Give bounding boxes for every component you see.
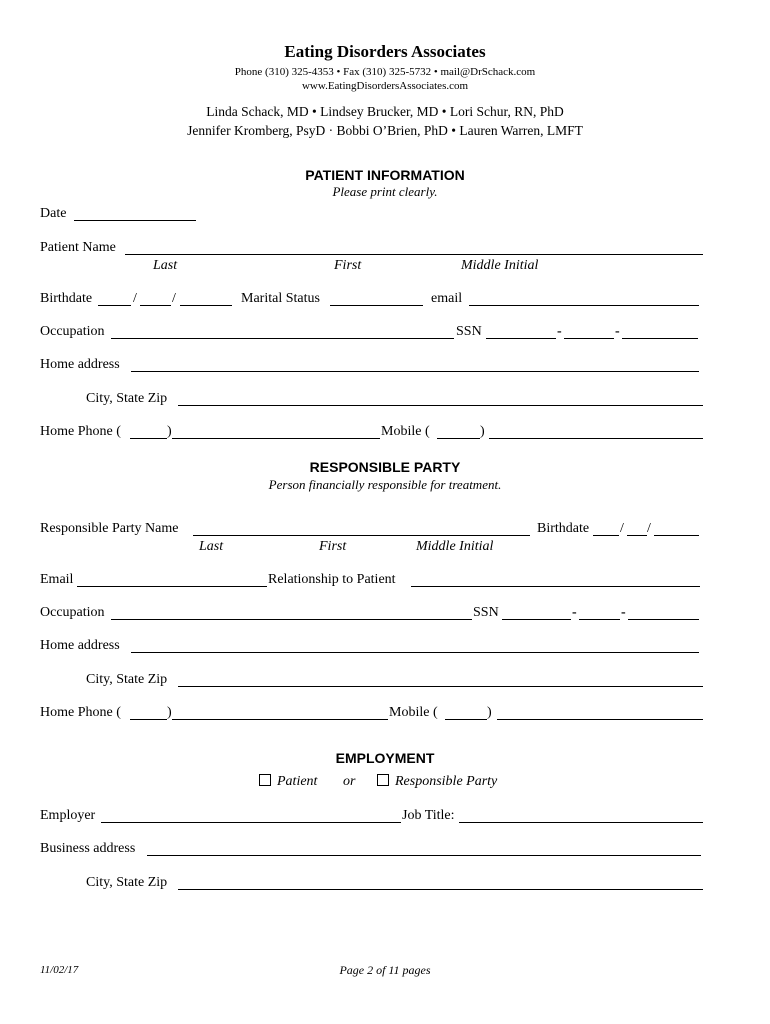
responsible-section-subheading: Person financially responsible for treatment. [268,477,502,492]
patient-birth-year-field[interactable] [180,305,232,306]
job-title-field[interactable] [459,822,703,823]
patient-section-heading: PATIENT INFORMATION [305,167,465,183]
responsible-home-phone-area-field[interactable] [130,719,167,720]
marital-status-label: Marital Status [241,291,320,306]
paren-close: ) [167,424,172,439]
patient-home-phone-field[interactable] [172,438,380,439]
ssn-dash: - [615,324,620,339]
staff-line-2: Jennifer Kromberg, PsyD · Bobbi O’Brien, PhD • Lauren Warren, LMFT [187,123,583,138]
responsible-home-phone-label: Home Phone ( [40,705,121,720]
patient-name-label: Patient Name [40,240,116,255]
checkbox-icon[interactable] [259,774,271,786]
responsible-birth-day-field[interactable] [627,535,647,536]
patient-home-address-field[interactable] [131,371,699,372]
patient-ssn-part1-field[interactable] [486,338,556,339]
job-title-label: Job Title: [402,808,455,823]
patient-email-label: email [431,291,463,306]
relationship-field[interactable] [411,586,700,587]
patient-mobile-area-field[interactable] [437,438,480,439]
patient-home-address-label: Home address [40,357,120,372]
responsible-occupation-field[interactable] [111,619,472,620]
responsible-birth-year-field[interactable] [654,535,699,536]
patient-last-caption: Last [153,258,178,273]
paren-close: ) [487,705,492,720]
date-label: Date [40,206,67,221]
responsible-mobile-field[interactable] [497,719,703,720]
responsible-home-address-field[interactable] [131,652,699,653]
responsible-last-caption: Last [199,539,224,554]
patient-ssn-part3-field[interactable] [622,338,698,339]
employer-field[interactable] [101,822,401,823]
responsible-occupation-label: Occupation [40,605,105,620]
option-responsible-party[interactable] [377,774,497,790]
footer-date: 11/02/17 [40,964,79,976]
responsible-email-field[interactable] [77,586,267,587]
responsible-section-heading: RESPONSIBLE PARTY [309,459,461,475]
patient-section-subheading: Please print clearly. [332,184,438,199]
patient-email-field[interactable] [469,305,699,306]
patient-ssn-part2-field[interactable] [564,338,614,339]
patient-name-field[interactable] [125,254,703,255]
patient-occupation-field[interactable] [111,338,454,339]
patient-occupation-label: Occupation [40,324,105,339]
responsible-name-field[interactable] [193,535,530,536]
responsible-home-address-label: Home address [40,638,120,653]
responsible-home-phone-field[interactable] [172,719,388,720]
marital-status-field[interactable] [330,305,423,306]
patient-city-state-zip-label: City, State Zip [86,391,168,406]
date-field[interactable] [74,220,196,221]
responsible-birthdate-label: Birthdate [537,521,590,536]
date-slash: / [172,291,176,306]
responsible-email-label: Email [40,572,74,587]
business-address-field[interactable] [147,855,701,856]
patient-home-phone-area-field[interactable] [130,438,167,439]
responsible-city-state-zip-label: City, State Zip [86,672,168,687]
date-slash: / [133,291,137,306]
patient-mobile-label: Mobile ( [381,424,430,439]
or-label: or [343,774,356,789]
date-slash: / [620,521,624,536]
patient-middle-initial-caption: Middle Initial [461,258,539,273]
responsible-name-label: Responsible Party Name [40,521,179,536]
page-number: Page 2 of 11 pages [339,963,431,977]
patient-home-phone-label: Home Phone ( [40,424,121,439]
org-name: Eating Disorders Associates [284,42,486,61]
employment-section-heading: EMPLOYMENT [335,750,435,766]
ssn-dash: - [557,324,562,339]
option-patient-label: Patient [277,774,318,789]
responsible-first-caption: First [319,539,347,554]
patient-first-caption: First [334,258,362,273]
business-city-state-zip-label: City, State Zip [86,875,168,890]
patient-birth-month-field[interactable] [98,305,131,306]
patient-birth-day-field[interactable] [140,305,171,306]
patient-birthdate-label: Birthdate [40,291,93,306]
ssn-dash: - [572,605,577,620]
date-slash: / [647,521,651,536]
responsible-mobile-area-field[interactable] [445,719,487,720]
paren-close: ) [480,424,485,439]
ssn-dash: - [621,605,626,620]
responsible-ssn-part1-field[interactable] [502,619,571,620]
paren-close: ) [167,705,172,720]
relationship-label: Relationship to Patient [268,572,396,587]
responsible-ssn-part3-field[interactable] [628,619,699,620]
patient-ssn-label: SSN [456,324,482,339]
responsible-ssn-label: SSN [473,605,499,620]
patient-mobile-field[interactable] [489,438,703,439]
business-city-state-zip-field[interactable] [178,889,703,890]
option-responsible-label: Responsible Party [395,774,498,789]
contact-line: Phone (310) 325-4353 • Fax (310) 325-5732 • mail@DrSchack.com [234,66,536,78]
employer-label: Employer [40,808,96,823]
option-patient[interactable] [259,774,317,790]
business-address-label: Business address [40,841,136,856]
responsible-ssn-part2-field[interactable] [579,619,620,620]
patient-city-state-zip-field[interactable] [178,405,703,406]
responsible-birth-month-field[interactable] [593,535,619,536]
responsible-mobile-label: Mobile ( [389,705,438,720]
staff-line-1: Linda Schack, MD • Lindsey Brucker, MD • Lori Schur, RN, PhD [206,104,564,119]
checkbox-icon[interactable] [377,774,389,786]
responsible-middle-initial-caption: Middle Initial [416,539,494,554]
responsible-city-state-zip-field[interactable] [178,686,703,687]
website-line: www.EatingDisordersAssociates.com [301,80,469,92]
